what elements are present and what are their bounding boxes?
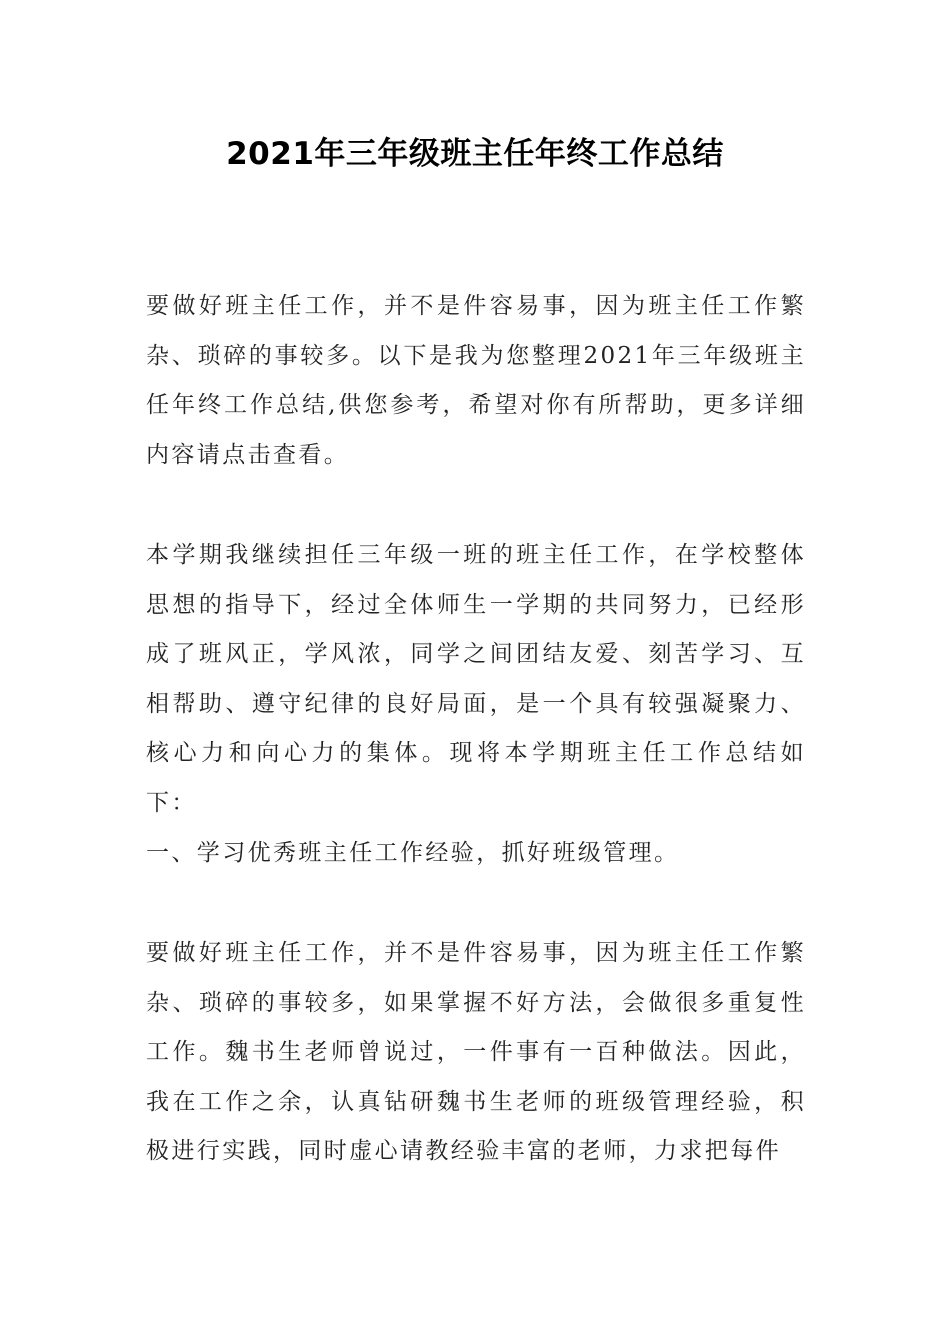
document-title: 2021年三年级班主任年终工作总结 — [226, 136, 724, 172]
paragraph-overview: 本学期我继续担任三年级一班的班主任工作，在学校整体思想的指导下，经过全体师生一学期的共同努力，已经形成了班风正，学风浓，同学之间团结友爱、刻苦学习、互相帮助、遵守纪律的良好局面，是一个具有较强凝聚力、核心力和向心力的集体。现将本学期班主任工作总结如下： — [146, 542, 806, 816]
paragraph-section-1: 要做好班主任工作，并不是件容易事，因为班主任工作繁杂、琐碎的事较多，如果掌握不好方法，会做很多重复性工作。魏书生老师曾说过，一件事有一百种做法。因此，我在工作之余，认真钻研魏书生老师的班级管理经验，积极进行实践，同时虚心请教经验丰富的老师，力求把每件 — [146, 940, 806, 1164]
paragraph-intro: 要做好班主任工作，并不是件容易事，因为班主任工作繁杂、琐碎的事较多。以下是我为您整理2021年三年级班主任年终工作总结,供您参考，希望对你有所帮助，更多详细内容请点击查看。 — [146, 293, 806, 468]
section-heading-1: 一、学习优秀班主任工作经验，抓好班级管理。 — [146, 840, 680, 866]
